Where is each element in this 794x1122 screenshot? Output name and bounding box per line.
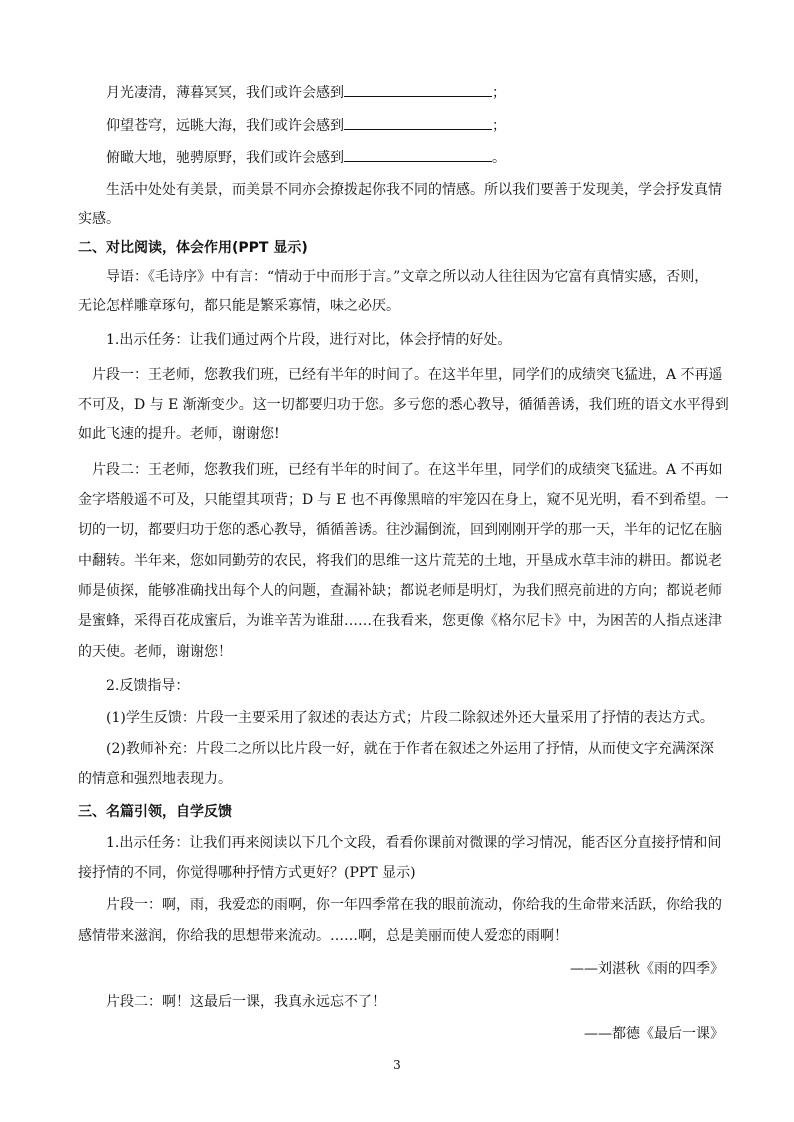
fragment-a-line: 片段一：王老师，您教我们班，已经有半年的时间了。在这半年里，同学们的成绩突飞猛进，A 不再遥 — [92, 367, 723, 383]
fragment-b-line: 师是侦探，能够准确找出每个人的问题，查漏补缺；都说老师是明灯，为我们照亮前进的方向；都说老师 — [78, 583, 722, 599]
excerpt-a-source: ——刘湛秋《雨的四季》 — [570, 961, 724, 977]
fill-line-3 — [106, 148, 506, 167]
intro-line: 无论怎样雕章琢句，都只能是繁采寡情，味之必厌。 — [78, 298, 400, 314]
section-heading-3: 三、名篇引领，自学反馈 — [78, 804, 232, 820]
task-line: 接抒情的不同，你觉得哪种抒情方式更好？(PPT 显示) — [78, 865, 416, 881]
student-feedback: (1)学生反馈：片段一主要采用了叙述的表达方式；片段二除叙述外还大量采用了抒情的表达方式。 — [106, 710, 714, 726]
fill-line-3-punct: 。 — [492, 150, 506, 166]
excerpt-b-line: 片段二：啊！这最后一课，我真永远忘不了！ — [106, 994, 386, 1010]
fill-line-2 — [106, 116, 506, 135]
feedback-title: 2.反馈指导： — [106, 678, 190, 694]
fill-line-2-text: 仰望苍穹，远眺大海，我们或许会感到 — [106, 118, 344, 134]
fill-line-1-text: 月光凄清，薄暮冥冥，我们或许会感到 — [106, 85, 344, 101]
fragment-b-line: 是蜜蜂，采得百花成蜜后，为谁辛苦为谁甜……在我看来，您更像《格尔尼卡》中，为困苦的人指点迷津 — [78, 613, 722, 629]
page-number: 3 — [393, 1058, 401, 1072]
teacher-feedback-line: 的情意和强烈地表现力。 — [78, 771, 232, 787]
teacher-feedback-line: (2)教师补充：片段二之所以比片段一好，就在于作者在叙述之外运用了抒情，从而使文字充满深深 — [106, 741, 714, 757]
excerpt-a-line: 片段一：啊，雨，我爱恋的雨啊，你一年四季常在我的眼前流动，你给我的生命带来活跃，你给我的 — [106, 897, 722, 913]
fill-line-1 — [106, 83, 506, 102]
task-line: 1.出示任务：让我们通过两个片段，进行对比，体会抒情的好处。 — [106, 332, 512, 348]
answer-blank-3[interactable] — [344, 148, 492, 162]
answer-blank-2[interactable] — [344, 116, 492, 130]
fragment-b-line: 的天使。老师，谢谢您！ — [78, 644, 232, 660]
paragraph-line: 实感。 — [78, 211, 120, 227]
fragment-b-line: 中翻转。半年来，您如同勤劳的农民，将我们的思维一这片荒芜的土地，开垦成水草丰沛的耕田。都说老 — [78, 553, 722, 569]
fill-line-1-punct: ； — [492, 85, 506, 101]
fragment-a-line: 如此飞速的提升。老师，谢谢您! — [78, 426, 280, 442]
excerpt-b-source: ——都德《最后一课》 — [584, 1026, 724, 1042]
paragraph-line: 生活中处处有美景，而美景不同亦会撩拨起你我不同的情感。所以我们要善于发现美，学会抒发真情 — [106, 182, 722, 198]
task-line: 1.出示任务：让我们再来阅读以下几个文段，看看你课前对微课的学习情况，能否区分直接抒情和间 — [106, 835, 722, 851]
answer-blank-1[interactable] — [344, 83, 492, 97]
fragment-b-line: 金字塔般遥不可及，只能望其项背；D 与 E 也不再像黑暗的牢笼囚在身上，窥不见光明，看不到希望。一 — [78, 492, 729, 508]
fragment-b-line: 片段二：王老师，您教我们班，已经有半年的时间了。在这半年里，同学们的成绩突飞猛进。A 不再如 — [92, 462, 723, 478]
excerpt-a-line: 感情带来滋润，你给我的思想带来流动。……啊，总是美丽而使人爱恋的雨啊！ — [78, 928, 568, 944]
section-heading-2: 二、对比阅读，体会作用(PPT 显示) — [78, 240, 308, 256]
fragment-b-line: 切的一切，都要归功于您的悉心教导，循循善诱。往沙漏倒流，回到刚刚开学的那一天，半年的记忆在脑 — [78, 522, 722, 538]
intro-line: 导语：《毛诗序》中有言：“情动于中而形于言。”文章之所以动人往往因为它富有真情实感，否则， — [106, 269, 709, 285]
fragment-a-line: 不可及，D 与 E 渐渐变少。这一切都要归功于您。多亏您的悉心教导，循循善诱，我们班的语文水平得到 — [78, 397, 729, 413]
fill-line-3-text: 俯瞰大地，驰骋原野，我们或许会感到 — [106, 150, 344, 166]
fill-line-2-punct: ； — [492, 118, 506, 134]
